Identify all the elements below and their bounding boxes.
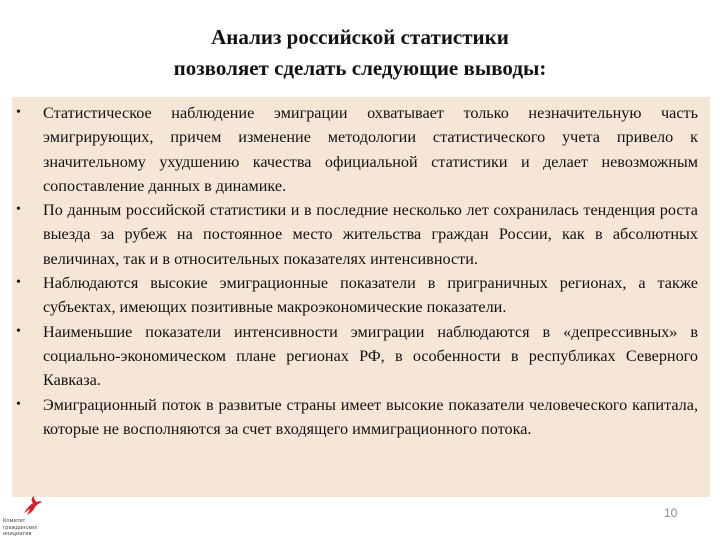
logo-text [3,518,47,538]
list-item [12,320,698,393]
list-item [12,393,698,442]
bullet-marker: • [16,202,21,218]
logo [3,494,47,540]
bullet-text: Статистическое наблюдение эмиграции охватывает только незначительную часть эмигрирующих, причем изменение методологии статистического учета привело к значительному ухудшению качества официальной статистики и делает невозможным сопоставление данных в динамике. [43,104,698,195]
logo-text-line-3: инициатив [3,531,32,537]
slide-title-line-2: позволяет сделать следующие выводы: [173,56,547,80]
logo-text-line-2: гражданских [3,524,38,531]
bird-icon [20,494,44,518]
slide-title [0,22,720,84]
bullet-marker: • [16,396,21,412]
page-number: 10 [664,506,678,520]
bullet-text: Эмиграционный поток в развитые страны имеет высокие показатели человеческого капитала, которые не восполняются за счет входящего иммиграционного потока. [43,395,698,438]
bullet-marker: • [16,105,21,120]
bullet-text: Наблюдаются высокие эмиграционные показатели в приграничных регионах, а также субъектах, имеющих позитивные макроэкономические показатели. [43,274,698,317]
bullet-text: Наименьшие показатели интенсивности эмиграции наблюдаются в «депрессивных» в социально-экономическом плане регионах РФ, в особенности в республиках Северного Кавказа. [43,322,698,390]
slide-title-line-1: Анализ российской статистики [211,25,509,49]
content-box [12,97,710,497]
list-item [12,198,698,271]
bullet-list [12,97,710,441]
list-item [12,101,698,198]
bullet-marker: • [16,323,21,339]
logo-text-line-1: Комитет [3,518,26,524]
bullet-text: По данным российской статистики и в последние несколько лет сохранилась тенденция роста выезда за рубеж на постоянное место жительства граждан России, как в абсолютных величинах, так и в относительных показателях интенсивности. [43,201,698,268]
list-item [12,271,698,320]
bullet-marker: • [16,275,21,291]
